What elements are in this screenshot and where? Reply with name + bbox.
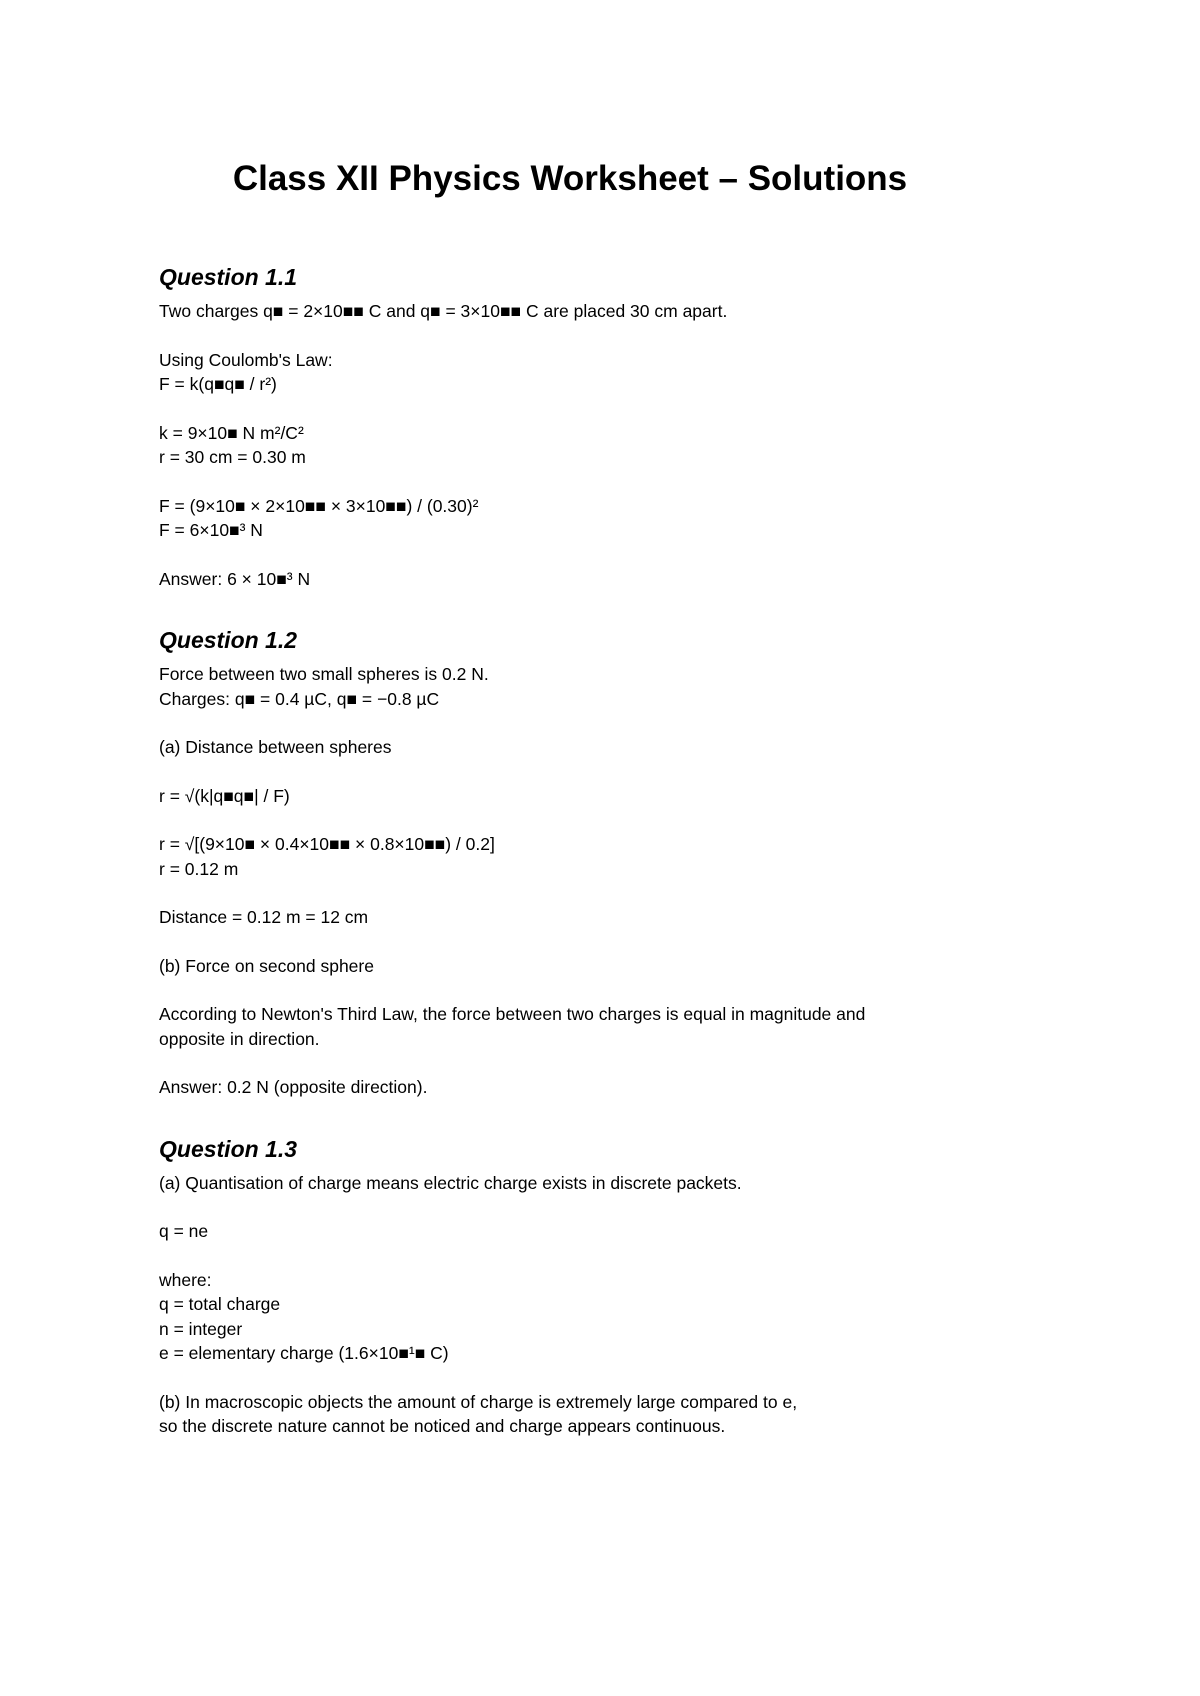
worksheet-content xyxy=(159,262,1059,1473)
solution-line: r = √[(9×10■ × 0.4×10■■ × 0.8×10■■) / 0.2] xyxy=(159,834,495,854)
solution-paragraph xyxy=(159,299,1059,324)
solution-line: F = 6×10■³ N xyxy=(159,520,263,540)
solution-paragraph xyxy=(159,1390,1059,1439)
solution-line: r = √(k|q■q■| / F) xyxy=(159,785,290,806)
question-block xyxy=(159,262,1059,591)
solution-line: Using Coulomb's Law: xyxy=(159,349,333,370)
solution-line: Force between two small spheres is 0.2 N. xyxy=(159,664,489,684)
solution-line: so the discrete nature cannot be noticed and charge appears continuous. xyxy=(159,1416,726,1436)
solution-paragraph xyxy=(159,421,1059,470)
solution-paragraph xyxy=(159,567,1059,592)
solution-line: k = 9×10■ N m²/C² xyxy=(159,422,304,443)
question-block xyxy=(159,625,1059,1100)
question-heading: Question 1.2 xyxy=(159,627,298,653)
solution-line: (b) In macroscopic objects the amount of charge is extremely large compared to e, xyxy=(159,1391,798,1412)
solution-line: r = 0.12 m xyxy=(159,858,239,879)
solution-line: According to Newton's Third Law, the force between two charges is equal in magnitude and xyxy=(159,1004,866,1024)
question-block xyxy=(159,1134,1059,1439)
solution-paragraph xyxy=(159,954,1059,979)
solution-line: e = elementary charge (1.6×10■¹■ C) xyxy=(159,1343,449,1363)
solution-paragraph xyxy=(159,348,1059,397)
solution-line: r = 30 cm = 0.30 m xyxy=(159,447,306,467)
solution-paragraph xyxy=(159,494,1059,543)
solution-line: Charges: q■ = 0.4 µC, q■ = −0.8 µC xyxy=(159,688,440,709)
solution-line: (a) Distance between spheres xyxy=(159,737,392,757)
solution-line: Two charges q■ = 2×10■■ C and q■ = 3×10■■ C are placed 30 cm apart. xyxy=(159,301,728,321)
question-heading: Question 1.1 xyxy=(159,264,298,290)
solution-line: F = (9×10■ × 2×10■■ × 3×10■■) / (0.30)² xyxy=(159,495,479,516)
solution-line: q = ne xyxy=(159,1221,209,1241)
solution-paragraph xyxy=(159,1075,1059,1100)
solution-paragraph xyxy=(159,832,1059,881)
page-title: Class XII Physics Worksheet – Solutions xyxy=(232,159,908,198)
solution-line: where: xyxy=(159,1269,212,1290)
solution-paragraph xyxy=(159,1268,1059,1366)
solution-line: F = k(q■q■ / r²) xyxy=(159,374,277,394)
solution-line: q = total charge xyxy=(159,1294,281,1314)
solution-paragraph xyxy=(159,1171,1059,1196)
question-heading: Question 1.3 xyxy=(159,1135,298,1162)
solution-line: Distance = 0.12 m = 12 cm xyxy=(159,907,369,927)
solution-line: (a) Quantisation of charge means electric charge exists in discrete packets. xyxy=(159,1172,742,1193)
solution-paragraph xyxy=(159,905,1059,930)
solution-line: opposite in direction. xyxy=(159,1028,320,1049)
solution-line: n = integer xyxy=(159,1318,243,1339)
solution-paragraph xyxy=(159,784,1059,809)
solution-paragraph xyxy=(159,735,1059,760)
solution-paragraph xyxy=(159,1219,1059,1244)
solution-paragraph xyxy=(159,1002,1059,1051)
solution-paragraph xyxy=(159,662,1059,711)
solution-line: (b) Force on second sphere xyxy=(159,955,374,976)
solution-line: Answer: 0.2 N (opposite direction). xyxy=(159,1077,428,1097)
solution-line: Answer: 6 × 10■³ N xyxy=(159,568,311,589)
